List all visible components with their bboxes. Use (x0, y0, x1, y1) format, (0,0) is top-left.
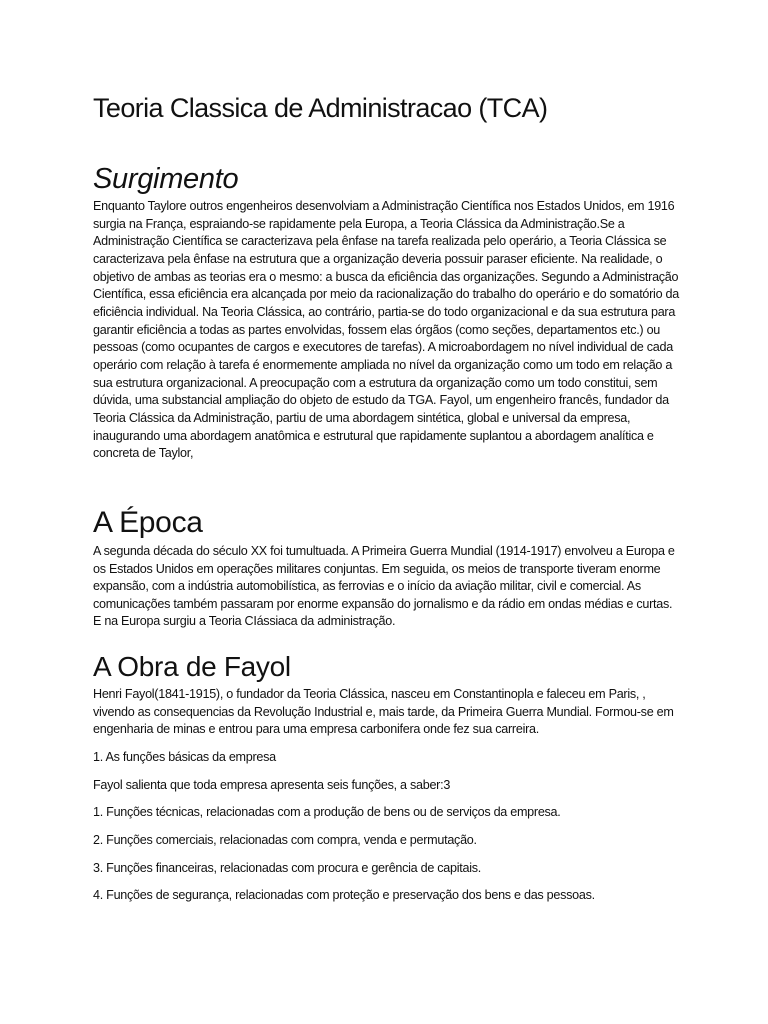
heading-epoca: A Época (93, 505, 203, 539)
section-obra-de-fayol (93, 648, 683, 905)
list-item: 3. Funções financeiras, relacionadas com procura e gerência de capitais. (93, 860, 481, 875)
paragraph-fayol-bio: Henri Fayol(1841-1915), o fundador da Teoria Clássica, nasceu em Constantinopla e faleceu em Paris, , vivendo as consequencias da Revolução Industrial e, mais tarde, da Primeira Guerra Mundial. Formou-se em engenharia de minas e entrou para uma empresa carbonifera onde fez sua carreira. (93, 687, 674, 737)
list-item: 4. Funções de segurança, relacionadas com proteção e preservação dos bens e das pessoas. (93, 888, 595, 903)
list-item: 2. Funções comerciais, relacionadas com compra, venda e permutação. (93, 833, 477, 848)
list-item: 1. Funções técnicas, relacionadas com a produção de bens ou de serviços da empresa. (93, 805, 561, 820)
paragraph-epoca: A segunda década do século XX foi tumultuada. A Primeira Guerra Mundial (1914-1917) envolveu a Europa e os Estados Unidos em operações militares conjuntas. Em seguida, os meios de transporte tiveram enorme expansão, com a indústria automobilística, as ferrovias e o início da aviação militar, civil e comercial. As comunicações também passaram por enorme expansão do jornalismo e da rádio em ondas médias e curtas. E na Europa surgiu a Teoria CIássiaca da administração. (93, 543, 675, 629)
list-item: 1. As funções básicas da empresa (93, 750, 276, 765)
section-surgimento (93, 160, 683, 463)
document-title: Teoria Classica de Administracao (TCA) (93, 93, 548, 123)
list-item: Fayol salienta que toda empresa apresenta seis funções, a saber:3 (93, 777, 451, 792)
paragraph-surgimento: Enquanto Taylore outros engenheiros desenvolviam a Administração Científica nos Estados Unidos, em 1916 surgia na França, espraiando-se rapidamente pela Europa, a Teoria Clássica da Administração.Se a Administração Científica se caracterizava pela ênfase na tarefa realizada pelo operário, a Teoria Clássica se caracterizava pela ênfase na estrutura que a organização deveria possuir paraser eficiente. Na realidade, o objetivo de ambas as teorias era o mesmo: a busca da eficiência das organizações. Segundo a Administração Científica, essa eficiência era alcançada por meio da racionalização do trabalho do operário e do somatório da eficiência individual. Na Teoria Clássica, ao contrário, partia-se do todo organizacional e da sua estrutura para garantir eficiência a todas as partes envolvidas, fossem elas órgãos (como seções, departamentos etc.) ou pessoas (como ocupantes de cargos e executores de tarefas). A microabordagem no nível individual de cada operário com relação à tarefa é enormemente ampliada no nível da organização como um todo em relação a sua estrutura organizacional. A preocupação com a estrutura da organização como um todo constitui, sem dúvida, uma substancial ampliação do objeto de estudo da TGA. Fayol, um engenheiro francês, fundador da Teoria Clássica da Administração, partiu de uma abordagem sintética, global e universal da empresa, inaugurando uma abordagem anatômica e estrutural que rapidamente suplantou a abordagem analítica e concreta de Taylor, (93, 199, 679, 461)
heading-obra-de-fayol: A Obra de Fayol (93, 651, 291, 683)
section-epoca (93, 503, 683, 631)
document-page (93, 88, 683, 905)
heading-surgimento: Surgimento (93, 163, 239, 195)
